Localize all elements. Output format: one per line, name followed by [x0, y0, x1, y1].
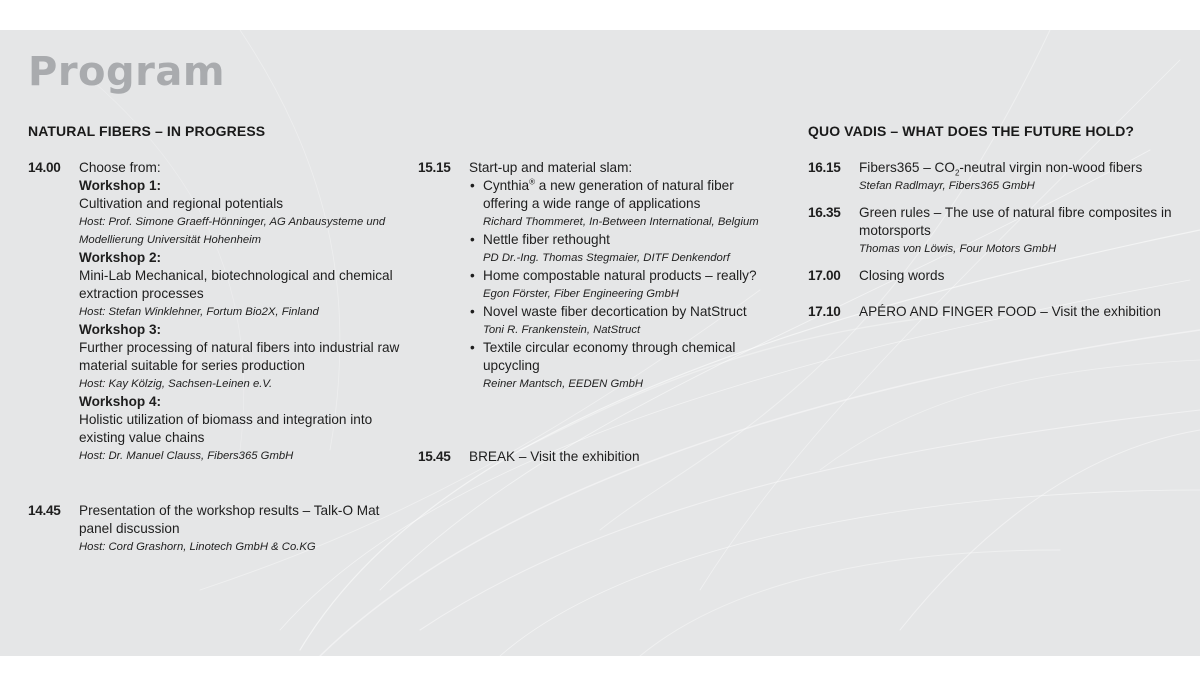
entry-title: Fibers365 – $CO_2$-neutral virgin non-wood fibers	[859, 160, 1143, 178]
workshop-text: Cultivation and regional potentials	[79, 196, 284, 211]
workshop-text: Holistic utilization of biomass and integration into existing value chains	[79, 412, 373, 445]
slam-item-speaker: Reiner Mantsch, EEDEN GmbH	[483, 378, 644, 390]
entry-time: 16.35	[808, 205, 841, 220]
workshop-title: Workshop 4:	[79, 394, 162, 409]
page-title: Program	[28, 49, 226, 95]
workshop-text: Further processing of natural fibers into industrial raw material suitable for series production	[79, 340, 400, 373]
entry-time: 15.45	[418, 449, 451, 464]
entry-time: 17.00	[808, 268, 841, 283]
entry-title: BREAK – Visit the exhibition	[469, 449, 640, 464]
entry-host: Host: Cord Grashorn, Linotech GmbH & Co.KG	[79, 541, 316, 553]
slam-item-text: Home compostable natural products – really?	[483, 268, 757, 283]
entry-time: 14.45	[28, 503, 61, 518]
slam-item	[469, 267, 779, 303]
workshop-3	[79, 321, 409, 393]
slam-item	[469, 303, 779, 339]
entry-title: Closing words	[859, 268, 945, 283]
entry-time: 17.10	[808, 304, 841, 319]
slam-item	[469, 231, 779, 267]
workshop-host: Host: Stefan Winklehner, Fortum Bio2X, Finland	[79, 306, 319, 318]
workshop-title: Workshop 1:	[79, 178, 162, 193]
slam-item	[469, 339, 779, 393]
slam-item-speaker: Egon Förster, Fiber Engineering GmbH	[483, 288, 679, 300]
workshop-title: Workshop 3:	[79, 322, 162, 337]
bullet-icon: •	[470, 178, 475, 193]
program-panel	[0, 30, 1200, 656]
bullet-icon: •	[470, 304, 475, 319]
slam-item-text: Nettle fiber rethought	[483, 232, 610, 247]
entry-time: 16.15	[808, 160, 841, 175]
workshop-host: Host: Prof. Simone Graeff-Hönninger, AG Anbausysteme und Modellierung Universität Hohenheim	[79, 216, 386, 246]
workshop-title: Workshop 2:	[79, 250, 162, 265]
workshop-text: Mini-Lab Mechanical, biotechnological and chemical extraction processes	[79, 268, 393, 301]
slam-item-speaker: Toni R. Frankenstein, NatStruct	[483, 324, 641, 336]
entry-title: Green rules – The use of natural fibre composites in motorsports	[859, 205, 1172, 238]
entry-host: Stefan Radlmayr, Fibers365 GmbH	[859, 180, 1035, 192]
entry-title: APÉRO AND FINGER FOOD – Visit the exhibition	[859, 304, 1161, 319]
bullet-icon: •	[470, 340, 475, 355]
bullet-icon: •	[470, 232, 475, 247]
entry-time: 15.15	[418, 160, 451, 175]
workshop-host: Host: Kay Kölzig, Sachsen-Leinen e.V.	[79, 378, 273, 390]
slam-item	[469, 177, 779, 231]
slam-item-speaker: PD Dr.-Ing. Thomas Stegmaier, DITF Denkendorf	[483, 252, 730, 264]
entry-host: Thomas von Löwis, Four Motors GmbH	[859, 243, 1057, 255]
entry-title: Presentation of the workshop results – Talk-O Mat panel discussion	[79, 503, 380, 536]
bullet-icon: •	[470, 268, 475, 283]
section-heading: NATURAL FIBERS – IN PROGRESS	[28, 123, 266, 139]
workshop-4	[79, 393, 409, 465]
entry-time: 14.00	[28, 160, 61, 175]
slam-item-text: Textile circular economy through chemical upcycling	[483, 340, 736, 373]
entry-title: Choose from:	[79, 160, 161, 175]
slam-item-text: Cynthia® a new generation of natural fiber offering a wide range of applications	[483, 177, 734, 211]
slam-item-speaker: Richard Thommeret, In-Between International, Belgium	[483, 216, 759, 228]
workshop-2	[79, 249, 409, 321]
section-heading: QUO VADIS – WHAT DOES THE FUTURE HOLD?	[808, 123, 1135, 139]
slam-item-text: Novel waste fiber decortication by NatStruct	[483, 304, 747, 319]
workshop-1	[79, 177, 409, 249]
workshop-host: Host: Dr. Manuel Clauss, Fibers365 GmbH	[79, 450, 294, 462]
entry-title: Start-up and material slam:	[469, 160, 633, 175]
